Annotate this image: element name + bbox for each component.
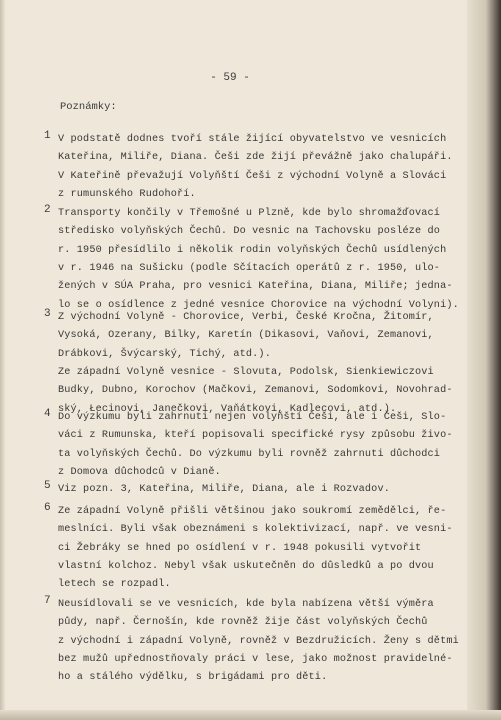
- footnote-line: půdy, např. Černošín, kde rovněž žije část volyňských Čechů: [58, 617, 428, 629]
- page-number: - 59 -: [210, 72, 250, 84]
- footnote-line: Ze západní Volyně vesnice - Slovuta, Podolsk, Sienkiewiczovi: [58, 366, 434, 378]
- footnote-line: z rumunského Rudohoří.: [58, 188, 196, 200]
- footnote-line: váci z Rumunska, kteří popisovali specifické rysy způsobu živo-: [58, 430, 453, 442]
- footnote-line: letech se rozpadl.: [58, 579, 171, 591]
- footnote-line: bez mužů upřednostňovaly práci v lese, jako možnost pravidelné-: [58, 653, 453, 665]
- footnote-line: z východní i západní Volyně, rovněž v Bezdružicích. Ženy s dětmi: [58, 635, 459, 647]
- footnote-number: 6: [44, 502, 51, 514]
- footnote-line: Ze západní Volyně přišli většinou jako soukromí zemědělci, ře-: [58, 506, 447, 517]
- footnote-number: 5: [44, 480, 51, 492]
- footnote-line: lo se o osídlence z jedné vesnice Chorovice na východní Volyni).: [58, 299, 459, 311]
- footnote-line: žených v SÚA Praha, pro vesnici Kateřina, Diana, Miliře; jedna-: [58, 281, 453, 293]
- page-bottom-edge: [0, 710, 501, 720]
- footnote-number: 1: [44, 130, 51, 142]
- footnote-line: středisko volyňských Čechů. Do vesnic na Tachovsku posléze do: [58, 226, 441, 238]
- footnote-line: r. 1950 přesídlilo i několik rodin volyňských Čechů usídlených: [58, 244, 447, 256]
- footnote-line: V Kateřině převažují Volyňští Češi z východní Volyně a Slováci: [58, 170, 447, 182]
- footnote-line: ský, Łecinovi, Janečkovi, Vaňátkovi, Kadlecovi, atd.).: [58, 403, 397, 415]
- footnote-line: v r. 1946 na Sušicku (podle Sčítacích operátů z r. 1950, ulo-: [58, 262, 441, 274]
- footnote-line: Drábkovi, Švýcarský, Tichý, atd.).: [58, 348, 271, 360]
- footnote-line: Budky, Dubno, Korochov (Mačkovi, Zemanovi, Sodomkovi, Novohrad-: [58, 385, 453, 397]
- footnote-line: Viz pozn. 3, Kateřina, Miliře, Diana, ale i Rozvadov.: [58, 484, 390, 495]
- footnote-number: 3: [44, 308, 51, 320]
- footnote-number: 7: [44, 595, 51, 607]
- footnote-line: Transporty končily v Třemošné u Plzně, kde bylo shromažďovací: [58, 208, 441, 219]
- footnote-line: ho a stálého výdělku, s brigádami pro děti.: [58, 672, 328, 684]
- footnote-number: 4: [44, 408, 51, 420]
- footnote-line: ta volyňských Čechů. Do výzkumu byli rovněž zahrnuti důchodci: [58, 448, 441, 460]
- footnote-line: vlastní kolchoz. Nebyl však uskutečněn do důsledků a po dvou: [58, 560, 434, 572]
- footnote-line: z Domova důchodců v Dianě.: [58, 466, 221, 478]
- footnote-line: V podstatě dodnes tvoří stále žijící obyvatelstvo ve vesnicích: [58, 134, 447, 145]
- footnote-line: Do výzkumu byli zahrnuti nejen volyňští Češi, ale i Češi, Slo-: [58, 412, 447, 423]
- footnote-number: 2: [44, 204, 51, 216]
- footnote-line: Vysoká, Ozerany, Bilky, Karetín (Dikasovi, Vaňovi, Zemanovi,: [58, 330, 434, 342]
- footnote-line: Kateřina, Miliře, Diana. Češi zde žijí převážně jako chalupáři.: [58, 152, 453, 164]
- notes-heading: Poznámky:: [60, 101, 117, 113]
- page-edge-shadow: [467, 0, 501, 720]
- footnote-line: meslníci. Byli však obeznámeni s kolektivizací, např. ve vesni-: [58, 524, 453, 536]
- footnote-line: Z východní Volyně - Chorovice, Verbi, České Kročna, Žitomír,: [58, 312, 434, 323]
- footnote-line: ci Žebráky se hned po osídlení v r. 1948 pokusili vytvořit: [58, 542, 422, 554]
- footnote-line: Neusídlovali se ve vesnicích, kde byla nabízena větší výměra: [58, 599, 434, 610]
